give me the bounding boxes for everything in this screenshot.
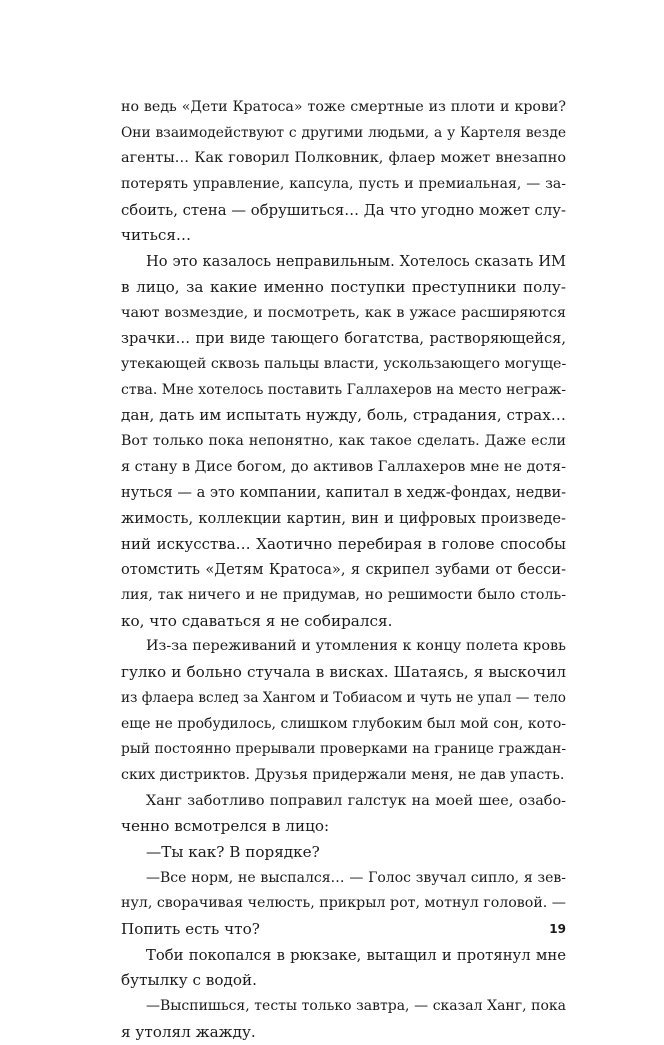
body-text [121,95,566,1045]
text-line: гулко и больно стучала в висках. Шатаясь, я выскочил [121,663,566,682]
text-line: зрачки… при виде тающего богатства, растворяющейся, [121,330,566,348]
text-line: но ведь «Дети Кратоса» тоже смертные из плоти и крови? [121,99,566,115]
text-line: Но это казалось неправильным. Хотелось сказать ИМ [146,253,566,271]
text-line: ства. Мне хотелось поставить Галлахеров на место неграж- [121,381,566,398]
text-line: из флаера вслед за Хангом и Тобиасом и чуть не упал — тело [121,689,566,706]
text-line: читься… [121,226,192,245]
text-line: я стану в Дисе богом, до активов Галлахеров мне не дотя- [121,458,566,475]
text-line: агенты… Как говорил Полковник, флаер может внезапно [121,150,566,167]
text-line: лия, так ничего и не придумав, но решимости было столь- [121,587,566,604]
text-line: —Выспишься, тесты только завтра, — сказал Ханг, пока [146,998,566,1015]
text-line: я утолял жажду. [121,1022,256,1041]
text-line: ний искусства… Хаотично перебирая в голове способы [121,534,566,553]
text-line: в лицо, за какие именно поступки преступники полу- [121,277,566,296]
text-line: Вот только пока непонятно, как такое сделать. Даже если [121,432,566,449]
text-line: ченно всмотрелся в лицо: [121,817,330,836]
text-line: жимость, коллекции картин, вин и цифровых произведе- [121,510,566,527]
text-line: Попить есть что? [121,920,260,938]
text-line: сбоить, стена — обрушиться… Да что угодно может слу- [121,201,566,219]
text-line: —Ты как? В порядке? [146,842,320,861]
text-line: потерять управление, капсула, пусть и премиальная, — за- [121,176,566,193]
text-line: рый постоянно прерывали проверками на границе граждан- [121,741,566,758]
text-line: утекающей сквозь пальцы власти, ускользающего могуще- [121,355,567,372]
text-line: Ханг заботливо поправил галстук на моей шее, озабо- [146,792,566,809]
text-line: еще не пробудилось, слишком глубоким был мой сон, кото- [121,715,566,732]
text-line: ко, что сдаваться я не собирался. [121,611,393,630]
text-line: —Все норм, не выспался… — Голос звучал сипло, я зев- [146,869,566,886]
text-line: отомстить «Детям Кратоса», я скрипел зубами от бесси- [121,561,566,579]
text-line: нуться — а это компании, капитал в хедж-фондах, недви- [121,484,567,502]
text-line: Из-за переживаний и утомления к концу полета кровь [146,638,566,655]
page-number: 19 [549,922,566,936]
text-line: ских дистриктов. Друзья придержали меня, не дав упасть. [121,766,565,783]
text-line: Они взаимодействуют с другими людьми, а у Картеля везде [121,124,566,141]
text-line: дан, дать им испытать нужду, боль, страдания, страх… [121,406,566,425]
text-line: бутылку с водой. [121,971,257,990]
text-line: Тоби покопался в рюкзаке, вытащил и протянул мне [146,946,566,964]
text-line: чают возмездие, и посмотреть, как в ужасе расширяются [121,304,566,321]
text-line: нул, сворачивая челюсть, прикрыл рот, мотнул головой. — [121,895,566,912]
